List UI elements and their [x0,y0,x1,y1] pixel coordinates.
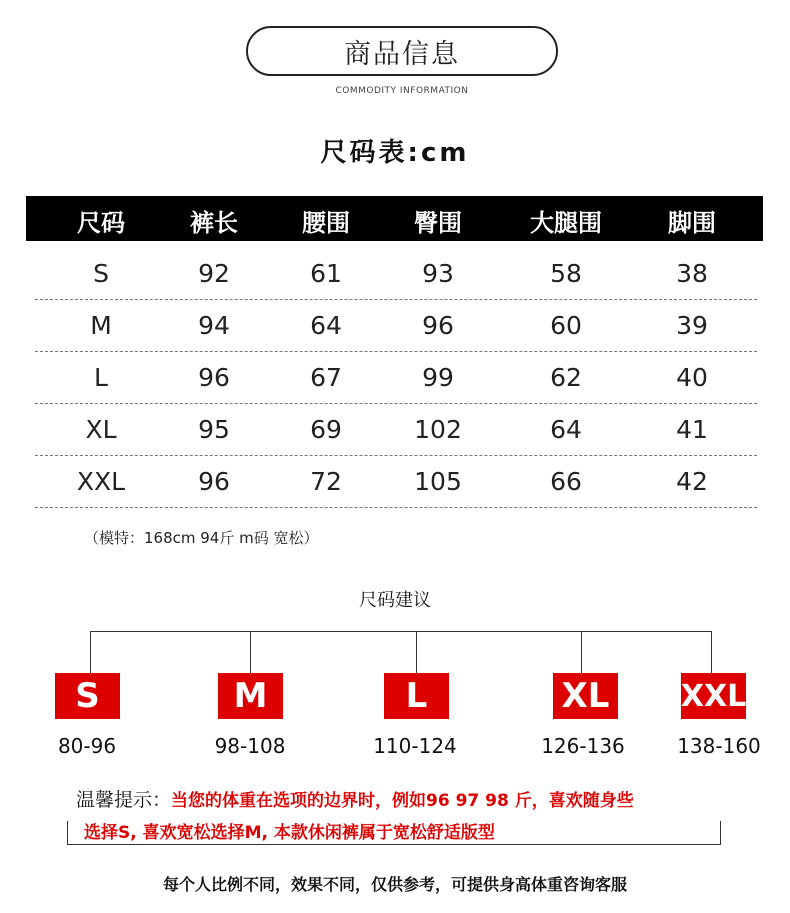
size-badge-m: M [218,673,283,719]
column-header: 臀围 [414,209,462,237]
connector-tick [711,631,712,673]
table-cell: 96 [198,363,230,392]
table-cell: XL [85,415,117,444]
table-row [35,403,757,456]
table-cell: 42 [676,467,708,496]
size-badge-l: L [384,673,449,719]
column-header: 尺码 [77,209,125,237]
model-note: （模特：168cm 94斤 m码 宽松） [84,529,319,547]
weight-range: 98-108 [214,734,286,758]
table-cell: 105 [414,467,462,496]
weight-range: 110-124 [373,734,457,758]
table-cell: 72 [310,467,342,496]
section-title: 商品信息 [344,38,460,70]
table-cell: 39 [676,311,708,340]
connector-tick [581,631,582,673]
size-table-header [26,196,763,241]
weight-range: 126-136 [541,734,625,758]
table-row [35,247,757,300]
tip-label: 温馨提示： [76,789,172,811]
column-header: 裤长 [190,209,238,237]
column-header: 大腿围 [530,209,602,237]
table-cell: 67 [310,363,342,392]
table-cell: 41 [676,415,708,444]
tip-text [76,785,634,812]
tip-line1: 当您的体重在选项的边界时，例如96 97 98 斤，喜欢随身些 [171,791,634,811]
table-cell: 69 [310,415,342,444]
table-cell: 60 [550,311,582,340]
table-cell: M [90,311,112,340]
table-cell: L [94,363,108,392]
section-title-pill [246,26,558,76]
size-chart-title: 尺码表:cm [320,138,470,168]
table-cell: S [93,259,109,288]
table-cell: 66 [550,467,582,496]
weight-range: 80-96 [57,734,117,758]
weight-range: 138-160 [677,734,761,758]
section-subtitle: COMMODITY INFORMATION [335,86,469,96]
tip-line2: 选择S, 喜欢宽松选择M, 本款休闲裤属于宽松舒适版型 [84,823,495,843]
table-cell: 64 [310,311,342,340]
table-cell: 62 [550,363,582,392]
size-badge-s: S [55,673,120,719]
table-cell: 96 [422,311,454,340]
table-cell: 94 [198,311,230,340]
table-cell: XXL [76,467,126,496]
table-cell: 93 [422,259,454,288]
table-cell: 61 [310,259,342,288]
connector-tick [90,631,91,673]
size-badge-xxl: XXL [681,673,746,719]
connector-line [90,631,711,632]
connector-tick [416,631,417,673]
column-header: 腰围 [302,209,350,237]
table-cell: 96 [198,467,230,496]
table-row [35,351,757,404]
column-header: 脚围 [668,209,716,237]
table-cell: 40 [676,363,708,392]
table-cell: 64 [550,415,582,444]
suggestion-title: 尺码建议 [359,590,431,611]
table-row [35,299,757,352]
table-cell: 58 [550,259,582,288]
table-row [35,455,757,508]
table-cell: 95 [198,415,230,444]
table-cell: 102 [414,415,462,444]
size-badge-xl: XL [553,673,618,719]
table-cell: 92 [198,259,230,288]
table-cell: 99 [422,363,454,392]
footer-note: 每个人比例不同，效果不同，仅供参考，可提供身高体重咨询客服 [162,875,627,894]
table-cell: 38 [676,259,708,288]
connector-tick [250,631,251,673]
